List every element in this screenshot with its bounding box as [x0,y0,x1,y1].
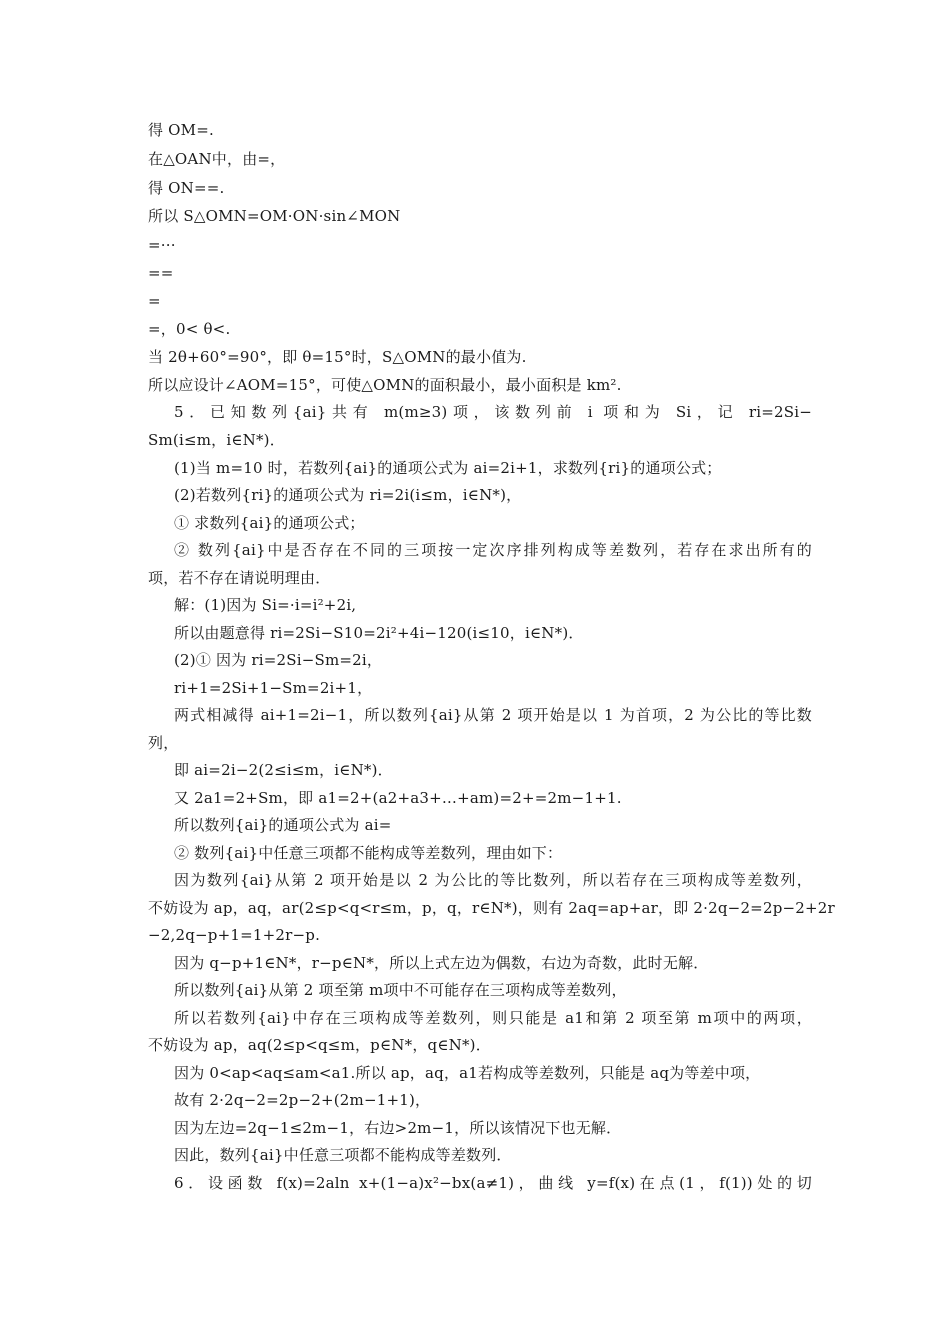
text-line: 当 2θ+60°=90°，即 θ=15°时，S△OMN的最小值为. [148,348,527,366]
text-line: 因此，数列{ai}中任意三项都不能构成等差数列． [174,1146,512,1164]
text-line: (2)① 因为 ri=2Si−Sm=2i， [174,651,383,669]
text-line: == [148,264,174,282]
text-line: −2,2q−p+1=1+2r−p. [148,926,321,944]
text-line: 6．设函数 f(x)=2aln x+(1−a)x²−bx(a≠1)，曲线 y=f(x)在点(1，f(1))处的切 [174,1174,812,1192]
text-line: 5．已知数列{ai}共有 m(m≥3)项，该数列前 i 项和为 Si，记 ri=2Si− [174,403,812,421]
text-line: ② 数列{ai}中任意三项都不能构成等差数列，理由如下： [174,844,563,862]
text-line: 列， [148,734,179,752]
text-line: 故有 2·2q−2=2p−2+(2m−1+1)， [174,1091,431,1109]
text-line: =··· [148,236,176,254]
text-line: 所以由题意得 ri=2Si−S10=2i²+4i−120(i≤10，i∈N*)． [174,624,584,642]
text-line: 解：(1)因为 Si=·i=i²+2i, [174,596,357,614]
text-line: 即 ai=2i−2(2≤i≤m，i∈N*)． [174,761,393,779]
text-line: Sm(i≤m，i∈N*)． [148,431,285,449]
text-line: 在△OAN中，由=， [148,150,286,168]
text-line: 不妨设为 ap，aq(2≤p<q≤m，p∈N*，q∈N*)． [148,1036,491,1054]
text-line: 项，若不存在请说明理由． [148,569,331,587]
text-line: 所以若数列{ai}中存在三项构成等差数列，则只能是 a1和第 2 项至第 m项中的两项， [174,1009,812,1027]
text-line: 得 OM=. [148,121,214,139]
text-line: 不妨设为 ap，aq，ar(2≤p<q<r≤m，p，q，r∈N*)，则有 2aq=ap+ar，即 2·2q−2=2p−2+2r [148,899,835,917]
text-line: ② 数列{ai}中是否存在不同的三项按一定次序排列构成等差数列，若存在求出所有的 [174,541,812,559]
text-line: 所以应设计∠AOM=15°，可使△OMN的面积最小，最小面积是 km². [148,376,622,394]
text-line: (1)当 m=10 时，若数列{ai}的通项公式为 ai=2i+1，求数列{ri}的通项公式； [174,459,722,477]
text-line: =，0< θ<. [148,320,231,338]
text-line: 所以数列{ai}从第 2 项至第 m项中不可能存在三项构成等差数列， [174,981,627,999]
text-line: ri+1=2Si+1−Sm=2i+1， [174,679,373,697]
text-line: 所以 S△OMN=OM·ON·sin∠MON [148,207,401,225]
text-line: 因为左边=2q−1≤2m−1，右边>2m−1，所以该情况下也无解． [174,1119,622,1137]
text-line: 所以数列{ai}的通项公式为 ai= [174,816,392,834]
text-line: 因为数列{ai}从第 2 项开始是以 2 为公比的等比数列，所以若存在三项构成等差数列， [174,871,812,889]
text-line: ① 求数列{ai}的通项公式； [174,514,365,532]
text-line: 因为 0<ap<aq≤am<a1.所以 ap，aq，a1若构成等差数列，只能是 aq为等差中项， [174,1064,761,1082]
text-line: 得 ON==. [148,179,225,197]
text-line: = [148,292,161,310]
text-line: 又 2a1=2+Sm，即 a1=2+(a2+a3+…+am)=2+=2m−1+1. [174,789,622,807]
text-line: 因为 q−p+1∈N*，r−p∈N*，所以上式左边为偶数，右边为奇数，此时无解． [174,954,709,972]
text-line: 两式相减得 ai+1=2i−1，所以数列{ai}从第 2 项开始是以 1 为首项，2 为公比的等比数 [174,706,812,724]
text-line: (2)若数列{ri}的通项公式为 ri=2i(i≤m，i∈N*)， [174,486,522,504]
